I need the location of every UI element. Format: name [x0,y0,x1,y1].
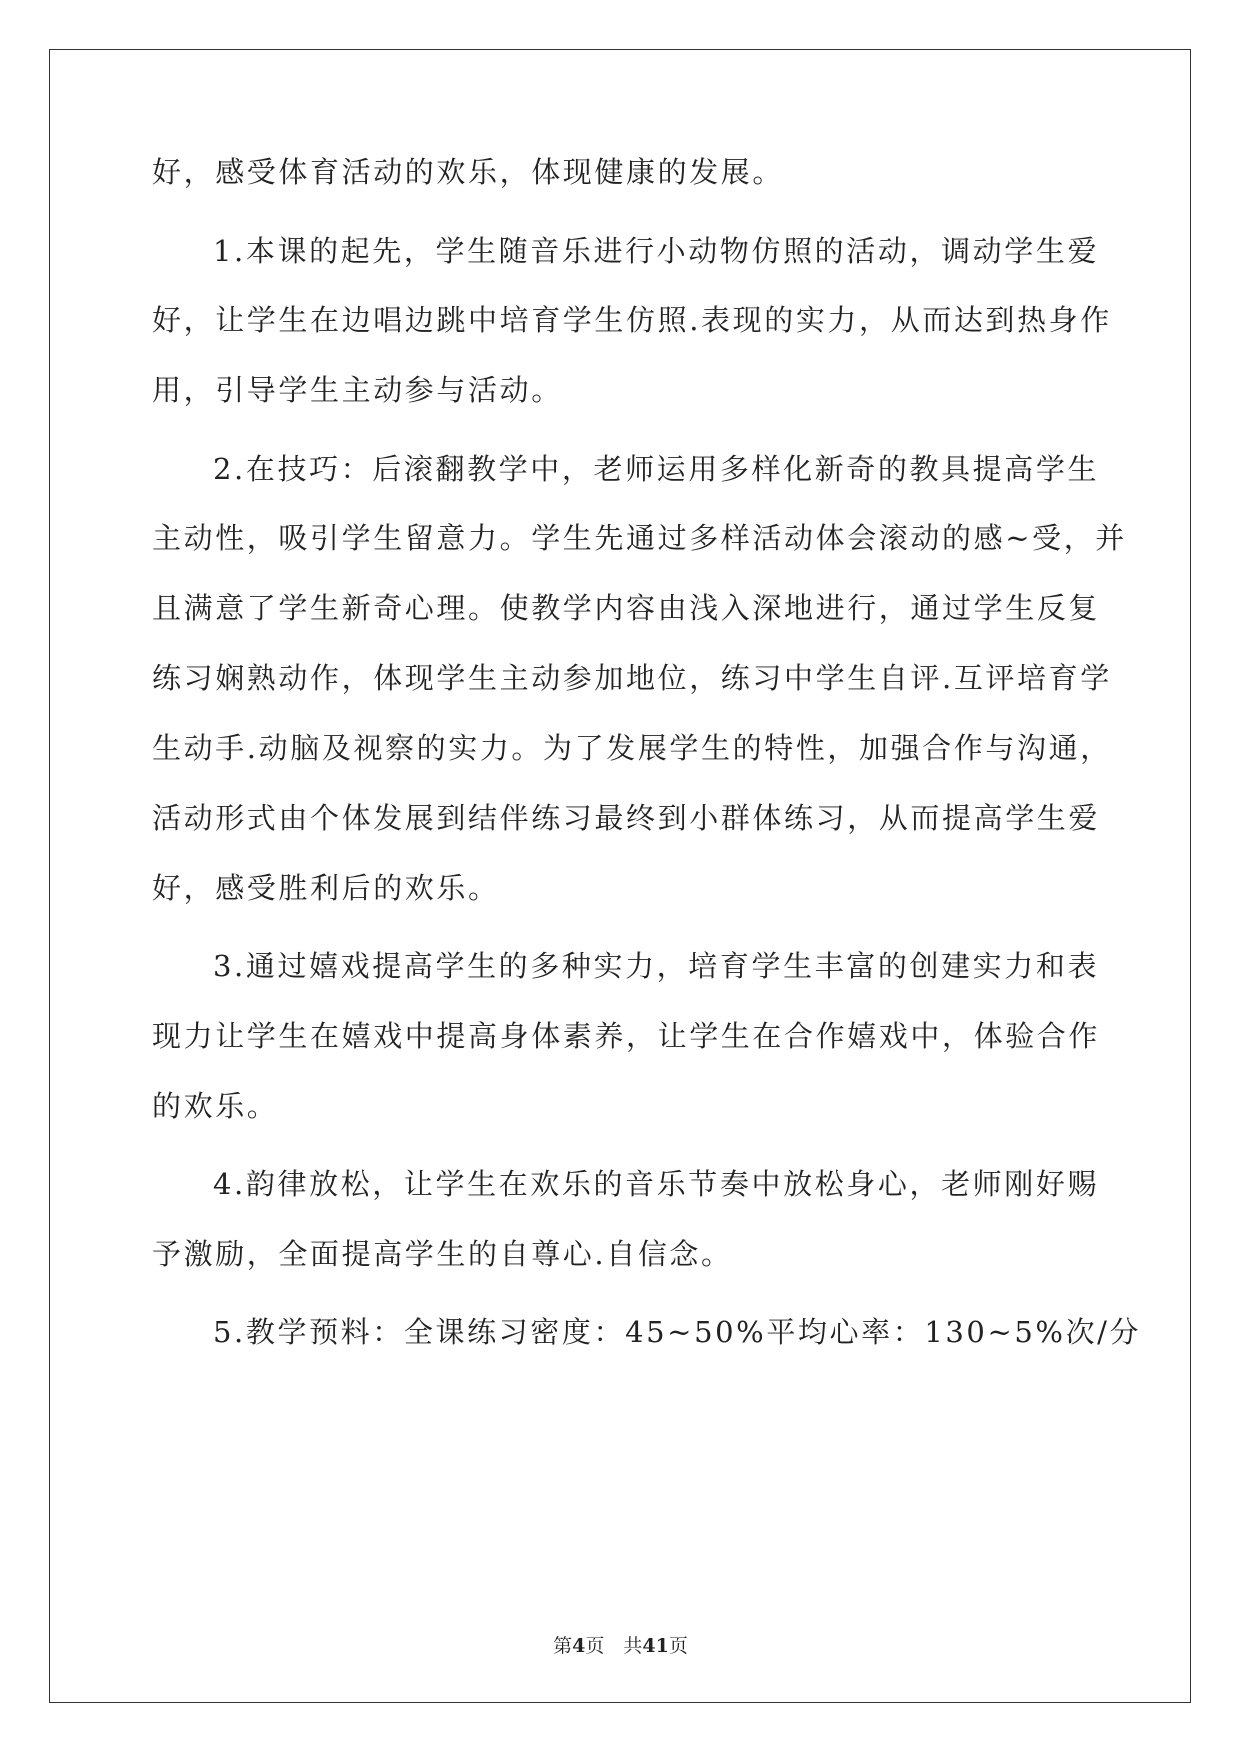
text-line-8: 练习娴熟动作，体现学生主动参加地位，练习中学生自评.互评培育学 [152,661,1112,695]
text-line-5: 2.在技巧：后滚翻教学中，老师运用多样化新奇的教具提高学生 [213,452,1100,486]
text-line-7: 且满意了学生新奇心理。使教学内容由浅入深地进行，通过学生反复 [152,591,1101,625]
footer-total-pages: 41 [642,1635,669,1657]
text-line-15: 4.韵律放松，让学生在欢乐的音乐节奏中放松身心，老师刚好赐 [213,1167,1100,1201]
text-line-3: 好，让学生在边唱边跳中培育学生仿照.表现的实力，从而达到热身作 [152,303,1112,337]
text-line-9: 生动手.动脑及视察的实力。为了发展学生的特性，加强合作与沟通， [152,731,1112,765]
footer-prefix: 第 [553,1635,573,1657]
text-line-4: 用，引导学生主动参与活动。 [152,373,563,407]
text-line-11: 好，感受胜利后的欢乐。 [152,871,500,905]
text-line-17: 5.教学预料：全课练习密度：45~50%平均心率：130~5%次/分 [213,1315,1142,1349]
footer-mid: 页 共 [585,1635,643,1657]
text-line-13: 现力让学生在嬉戏中提高身体素养，让学生在合作嬉戏中，体验合作 [152,1019,1101,1053]
text-line-2: 1.本课的起先，学生随音乐进行小动物仿照的活动，调动学生爱 [213,234,1100,268]
text-line-1: 好，感受体育活动的欢乐，体现健康的发展。 [152,155,785,189]
footer-suffix: 页 [668,1635,688,1657]
text-line-12: 3.通过嬉戏提高学生的多种实力，培育学生丰富的创建实力和表 [213,949,1100,983]
page-footer [0,1634,1241,1658]
text-line-6: 主动性，吸引学生留意力。学生先通过多样活动体会滚动的感~受，并 [152,521,1127,555]
text-line-10: 活动形式由个体发展到结伴练习最终到小群体练习，从而提高学生爱 [152,801,1101,835]
text-line-14: 的欢乐。 [152,1089,279,1123]
text-line-16: 予激励，全面提高学生的自尊心.自信念。 [152,1237,733,1271]
footer-page-number: 4 [572,1635,586,1657]
